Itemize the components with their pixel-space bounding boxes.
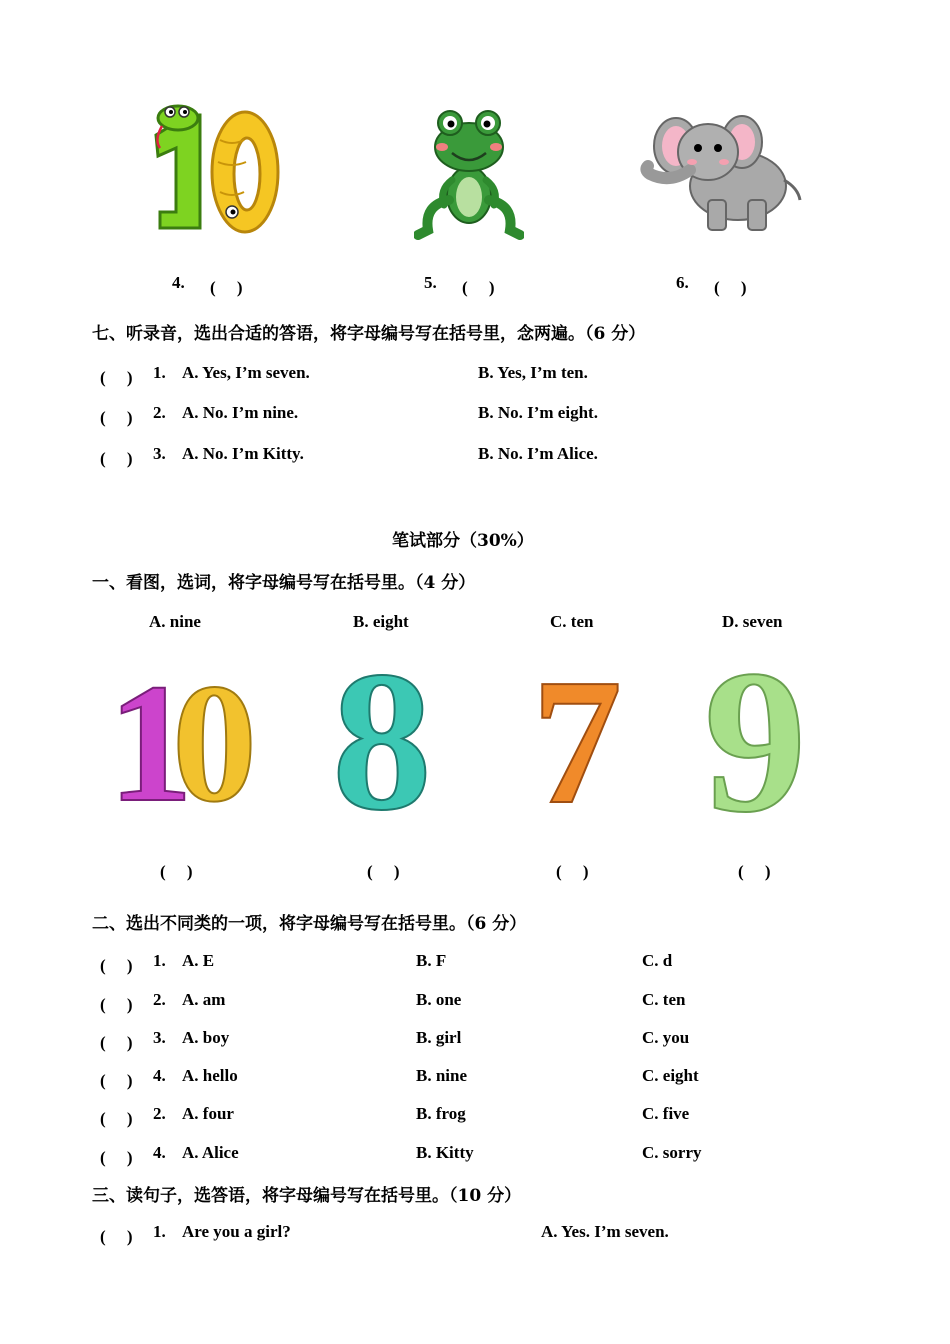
- answer-blank[interactable]: ( ): [210, 278, 243, 297]
- number-ten-icon: [108, 660, 258, 810]
- option-a: A. E: [182, 951, 215, 970]
- answer-blank[interactable]: ( ): [100, 1227, 133, 1246]
- numeral-zero-glyph: 0: [172, 660, 257, 810]
- question-number: 2.: [153, 1104, 166, 1123]
- answer-blank[interactable]: ( ): [160, 862, 193, 881]
- question-number: 1.: [153, 951, 166, 970]
- svg-text:9: 9: [704, 652, 807, 822]
- option-b: B. frog: [416, 1104, 466, 1123]
- word-option: A. nine: [149, 612, 201, 631]
- svg-text:7: 7: [532, 660, 622, 810]
- section-heading: 三、读句子，选答语，将字母编号写在括号里。（10 分）: [92, 1186, 522, 1206]
- answer-blank[interactable]: ( ): [100, 1071, 133, 1090]
- answer-blank[interactable]: ( ): [100, 408, 133, 427]
- option-b: B. Yes, I’m ten.: [478, 363, 588, 382]
- option-b: B. No. I’m Alice.: [478, 444, 598, 463]
- option-a: A. Alice: [182, 1143, 239, 1162]
- option-c: C. eight: [642, 1066, 699, 1085]
- option-a: A. am: [182, 990, 226, 1009]
- snake-ten-icon: [148, 100, 283, 240]
- answer-blank[interactable]: ( ): [556, 862, 589, 881]
- question-number: 2.: [153, 990, 166, 1009]
- answer-blank[interactable]: ( ): [100, 995, 133, 1014]
- section-heading: 七、听录音，选出合适的答语，将字母编号写在括号里，念两遍。（6 分）: [92, 324, 646, 344]
- numeral-one-glyph: 1: [108, 660, 193, 810]
- option-a: A. No. I’m nine.: [182, 403, 299, 422]
- option-a: A. hello: [182, 1066, 238, 1085]
- word-option: B. eight: [353, 612, 409, 631]
- answer-blank[interactable]: ( ): [100, 449, 133, 468]
- option-a: A. No. I’m Kitty.: [182, 444, 304, 463]
- answer-blank[interactable]: ( ): [714, 278, 747, 297]
- option-a: A. four: [182, 1104, 234, 1123]
- question-number: 2.: [153, 403, 166, 422]
- picture-label-number: 5.: [424, 273, 437, 292]
- option-c: C. you: [642, 1028, 690, 1047]
- question-number: 3.: [153, 1028, 166, 1047]
- number-seven-icon: [530, 660, 630, 810]
- section-heading: 二、选出不同类的一项，将字母编号写在括号里。（6 分）: [92, 914, 527, 934]
- answer-blank[interactable]: ( ): [100, 1109, 133, 1128]
- picture-label-number: 6.: [676, 273, 689, 292]
- picture-label-number: 4.: [172, 273, 185, 292]
- answer-blank[interactable]: ( ): [100, 1148, 133, 1167]
- question-number: 1.: [153, 1222, 166, 1241]
- section-heading: 一、看图，选词，将字母编号写在括号里。（4 分）: [92, 573, 476, 593]
- answer-blank[interactable]: ( ): [462, 278, 495, 297]
- option-a: A. Yes, I’m seven.: [182, 363, 310, 382]
- answer-blank[interactable]: ( ): [100, 1033, 133, 1052]
- option-c: C. d: [642, 951, 673, 970]
- question-number: 4.: [153, 1066, 166, 1085]
- option-b: B. Kitty: [416, 1143, 474, 1162]
- answer-blank[interactable]: ( ): [367, 862, 400, 881]
- option-b: B. F: [416, 951, 447, 970]
- question-number: 1.: [153, 363, 166, 382]
- option-b: B. girl: [416, 1028, 462, 1047]
- option-c: C. sorry: [642, 1143, 702, 1162]
- question-number: 3.: [153, 444, 166, 463]
- written-part-title: 笔试部分（30%）: [392, 531, 534, 551]
- option-b: B. No. I’m eight.: [478, 403, 598, 422]
- answer-blank[interactable]: ( ): [100, 368, 133, 387]
- number-eight-icon: [330, 652, 450, 817]
- option-b: B. one: [416, 990, 462, 1009]
- answer-blank[interactable]: ( ): [100, 956, 133, 975]
- option-a: A. boy: [182, 1028, 230, 1047]
- svg-text:8: 8: [332, 652, 432, 817]
- word-option: C. ten: [550, 612, 594, 631]
- frog-icon: [414, 105, 524, 240]
- option-b: B. nine: [416, 1066, 468, 1085]
- option-c: C. ten: [642, 990, 686, 1009]
- answer-blank[interactable]: ( ): [738, 862, 771, 881]
- answer-option: A. Yes. I’m seven.: [541, 1222, 669, 1241]
- elephant-icon: [640, 108, 805, 236]
- word-option: D. seven: [722, 612, 783, 631]
- option-c: C. five: [642, 1104, 690, 1123]
- question-number: 4.: [153, 1143, 166, 1162]
- number-nine-icon: [702, 652, 827, 822]
- question-text: Are you a girl?: [182, 1222, 291, 1241]
